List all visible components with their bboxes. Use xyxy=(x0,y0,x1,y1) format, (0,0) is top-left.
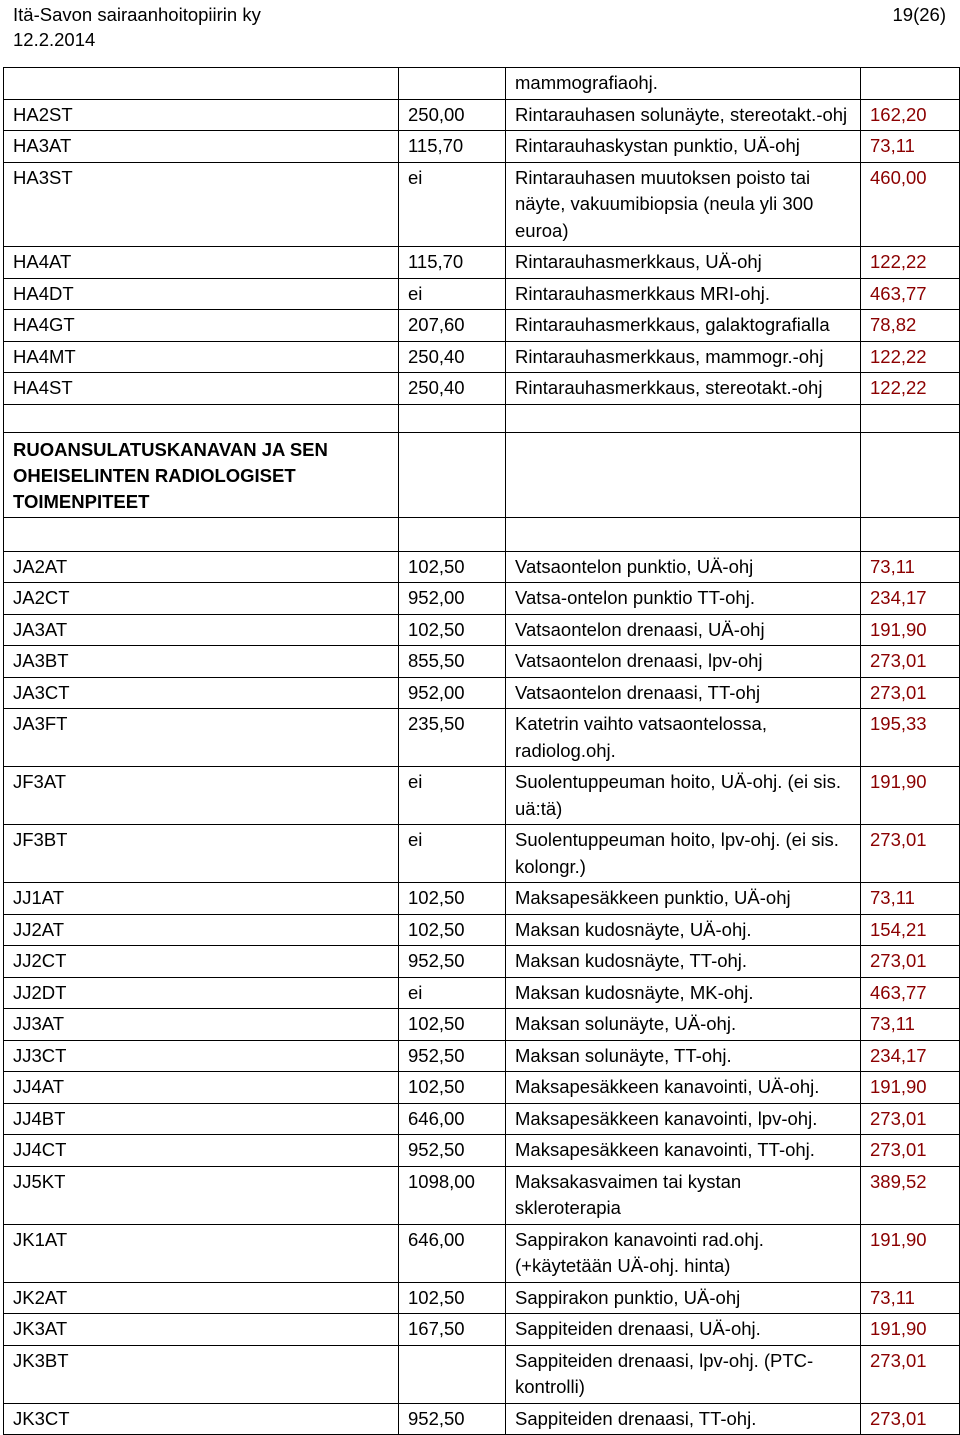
code-cell: JJ3CT xyxy=(4,1040,399,1072)
page-header-left xyxy=(13,2,261,52)
price1-cell: 102,50 xyxy=(399,1282,506,1314)
description-cell: Maksapesäkkeen punktio, UÄ-ohj xyxy=(506,883,861,915)
description-cell: Suolentuppeuman hoito, lpv-ohj. (ei sis. kolongr.) xyxy=(506,825,861,883)
table-row xyxy=(4,1345,960,1403)
code-cell: JJ2AT xyxy=(4,914,399,946)
price2-cell: 463,77 xyxy=(861,977,960,1009)
code-cell: HA4DT xyxy=(4,278,399,310)
price1-cell: 102,50 xyxy=(399,551,506,583)
table-row xyxy=(4,1403,960,1435)
price2-cell: 154,21 xyxy=(861,914,960,946)
section-row xyxy=(4,432,960,517)
description-cell: Sappiteiden drenaasi, TT-ohj. xyxy=(506,1403,861,1435)
code-cell: JJ4CT xyxy=(4,1135,399,1167)
price2-cell: 73,11 xyxy=(861,1009,960,1041)
description-cell: Maksan solunäyte, TT-ohj. xyxy=(506,1040,861,1072)
price1-cell: 102,50 xyxy=(399,1072,506,1104)
description-cell: Vatsaontelon drenaasi, UÄ-ohj xyxy=(506,614,861,646)
price1-cell: 102,50 xyxy=(399,914,506,946)
price2-cell: 122,22 xyxy=(861,373,960,405)
price1-cell: 207,60 xyxy=(399,310,506,342)
description-cell: Vatsaontelon punktio, UÄ-ohj xyxy=(506,551,861,583)
description-cell: Maksakasvaimen tai kystan skleroterapia xyxy=(506,1166,861,1224)
code-cell xyxy=(4,68,399,100)
code-cell: HA3AT xyxy=(4,131,399,163)
price2-cell: 389,52 xyxy=(861,1166,960,1224)
table-row xyxy=(4,1103,960,1135)
price2-cell: 73,11 xyxy=(861,131,960,163)
description-cell: Rintarauhasmerkkaus, stereotakt.-ohj xyxy=(506,373,861,405)
code-cell: JJ5KT xyxy=(4,1166,399,1224)
description-cell: Rintarauhasmerkkaus, galaktografialla xyxy=(506,310,861,342)
description-cell: Maksapesäkkeen kanavointi, TT-ohj. xyxy=(506,1135,861,1167)
price1-cell: 102,50 xyxy=(399,1009,506,1041)
code-cell: JK3BT xyxy=(4,1345,399,1403)
code-cell: HA2ST xyxy=(4,99,399,131)
price1-cell: ei xyxy=(399,278,506,310)
description-cell: Maksan kudosnäyte, TT-ohj. xyxy=(506,946,861,978)
table-row xyxy=(4,99,960,131)
price1-cell: 952,50 xyxy=(399,946,506,978)
price1-cell: ei xyxy=(399,825,506,883)
table-row xyxy=(4,341,960,373)
description-cell: Vatsa-ontelon punktio TT-ohj. xyxy=(506,583,861,615)
code-cell: HA4GT xyxy=(4,310,399,342)
table-row xyxy=(4,278,960,310)
table-row xyxy=(4,373,960,405)
price1-cell: ei xyxy=(399,977,506,1009)
code-cell: JJ4AT xyxy=(4,1072,399,1104)
price2-cell: 273,01 xyxy=(861,1345,960,1403)
table-row xyxy=(4,551,960,583)
code-cell: JA3AT xyxy=(4,614,399,646)
price1-cell: 952,50 xyxy=(399,1403,506,1435)
table-row xyxy=(4,646,960,678)
description-cell: Vatsaontelon drenaasi, lpv-ohj xyxy=(506,646,861,678)
description-cell: Vatsaontelon drenaasi, TT-ohj xyxy=(506,677,861,709)
blank-row xyxy=(4,517,960,551)
price1-cell: 250,40 xyxy=(399,341,506,373)
code-cell: JF3AT xyxy=(4,767,399,825)
blank-row xyxy=(4,404,960,432)
table-row xyxy=(4,1314,960,1346)
description-cell: Rintarauhasen solunäyte, stereotakt.-ohj xyxy=(506,99,861,131)
price1-cell: 167,50 xyxy=(399,1314,506,1346)
price1-cell: 102,50 xyxy=(399,614,506,646)
price-table xyxy=(3,67,960,1435)
table-row xyxy=(4,583,960,615)
code-cell: JK3CT xyxy=(4,1403,399,1435)
code-cell: JJ1AT xyxy=(4,883,399,915)
price1-cell xyxy=(399,1345,506,1403)
description-cell: mammografiaohj. xyxy=(506,68,861,100)
price2-cell: 234,17 xyxy=(861,1040,960,1072)
code-cell: JK3AT xyxy=(4,1314,399,1346)
price2-cell: 73,11 xyxy=(861,551,960,583)
price2-cell: 122,22 xyxy=(861,247,960,279)
description-cell: Suolentuppeuman hoito, UÄ-ohj. (ei sis. uä:tä) xyxy=(506,767,861,825)
code-cell: JA3FT xyxy=(4,709,399,767)
price2-cell: 191,90 xyxy=(861,767,960,825)
code-cell: JK2AT xyxy=(4,1282,399,1314)
price1-cell: 855,50 xyxy=(399,646,506,678)
table-row xyxy=(4,825,960,883)
price1-cell xyxy=(399,68,506,100)
description-cell: Rintarauhasmerkkaus MRI-ohj. xyxy=(506,278,861,310)
code-cell: JJ2CT xyxy=(4,946,399,978)
price1-cell: 1098,00 xyxy=(399,1166,506,1224)
price1-cell: 952,00 xyxy=(399,583,506,615)
price2-cell: 73,11 xyxy=(861,1282,960,1314)
code-cell: JK1AT xyxy=(4,1224,399,1282)
table-row xyxy=(4,914,960,946)
price1-cell: 250,40 xyxy=(399,373,506,405)
code-cell: HA4AT xyxy=(4,247,399,279)
price2-cell: 273,01 xyxy=(861,677,960,709)
price1-cell: ei xyxy=(399,767,506,825)
price2-cell: 162,20 xyxy=(861,99,960,131)
description-cell: Katetrin vaihto vatsaontelossa, radiolog.ohj. xyxy=(506,709,861,767)
table-row xyxy=(4,162,960,247)
section-block xyxy=(4,404,960,551)
code-cell: JF3BT xyxy=(4,825,399,883)
table-row xyxy=(4,131,960,163)
description-cell: Maksan kudosnäyte, UÄ-ohj. xyxy=(506,914,861,946)
description-cell: Sappirakon kanavointi rad.ohj. (+käytetään UÄ-ohj. hinta) xyxy=(506,1224,861,1282)
price2-cell xyxy=(861,68,960,100)
code-cell: JJ3AT xyxy=(4,1009,399,1041)
price-table-body-top xyxy=(4,68,960,405)
price1-cell: 952,50 xyxy=(399,1135,506,1167)
price2-cell: 191,90 xyxy=(861,1072,960,1104)
price-table-body-bottom xyxy=(4,551,960,1435)
code-cell: HA4ST xyxy=(4,373,399,405)
price1-cell: 115,70 xyxy=(399,131,506,163)
price2-cell: 273,01 xyxy=(861,946,960,978)
price1-cell: 235,50 xyxy=(399,709,506,767)
price2-cell: 463,77 xyxy=(861,278,960,310)
price2-cell: 73,11 xyxy=(861,883,960,915)
code-cell: JA2AT xyxy=(4,551,399,583)
description-cell: Rintarauhasmerkkaus, mammogr.-ohj xyxy=(506,341,861,373)
page-number: 19(26) xyxy=(892,4,946,25)
price2-cell: 273,01 xyxy=(861,1103,960,1135)
price2-cell: 273,01 xyxy=(861,646,960,678)
description-cell: Rintarauhasen muutoksen poisto tai näyte, vakuumibiopsia (neula yli 300 euroa) xyxy=(506,162,861,247)
price2-cell: 78,82 xyxy=(861,310,960,342)
price1-cell: 646,00 xyxy=(399,1103,506,1135)
description-cell: Sappiteiden drenaasi, lpv-ohj. (PTC-kontrolli) xyxy=(506,1345,861,1403)
code-cell: JA3BT xyxy=(4,646,399,678)
price1-cell: 952,50 xyxy=(399,1040,506,1072)
table-row xyxy=(4,1166,960,1224)
price2-cell: 273,01 xyxy=(861,1135,960,1167)
price2-cell: 460,00 xyxy=(861,162,960,247)
code-cell: JA2CT xyxy=(4,583,399,615)
price1-cell: 115,70 xyxy=(399,247,506,279)
price2-cell: 195,33 xyxy=(861,709,960,767)
code-cell: HA4MT xyxy=(4,341,399,373)
table-row xyxy=(4,1072,960,1104)
code-cell: JA3CT xyxy=(4,677,399,709)
table-row xyxy=(4,767,960,825)
table-row xyxy=(4,68,960,100)
price1-cell: 102,50 xyxy=(399,883,506,915)
table-row xyxy=(4,1135,960,1167)
table-row xyxy=(4,1224,960,1282)
table-row xyxy=(4,946,960,978)
price2-cell: 273,01 xyxy=(861,1403,960,1435)
table-row xyxy=(4,1009,960,1041)
price2-cell: 191,90 xyxy=(861,614,960,646)
organization-name: Itä-Savon sairaanhoitopiirin ky xyxy=(13,4,261,25)
description-cell: Rintarauhasmerkkaus, UÄ-ohj xyxy=(506,247,861,279)
description-cell: Sappirakon punktio, UÄ-ohj xyxy=(506,1282,861,1314)
table-row xyxy=(4,709,960,767)
table-row xyxy=(4,883,960,915)
description-cell: Maksan solunäyte, UÄ-ohj. xyxy=(506,1009,861,1041)
price2-cell: 234,17 xyxy=(861,583,960,615)
table-row xyxy=(4,310,960,342)
table-row xyxy=(4,1040,960,1072)
code-cell: HA3ST xyxy=(4,162,399,247)
description-cell: Maksan kudosnäyte, MK-ohj. xyxy=(506,977,861,1009)
price2-cell: 191,90 xyxy=(861,1314,960,1346)
section-heading: RUOANSULATUSKANAVAN JA SEN OHEISELINTEN RADIOLOGISET TOIMENPITEET xyxy=(4,432,399,517)
code-cell: JJ4BT xyxy=(4,1103,399,1135)
description-cell: Maksapesäkkeen kanavointi, lpv-ohj. xyxy=(506,1103,861,1135)
price1-cell: 952,00 xyxy=(399,677,506,709)
table-row xyxy=(4,247,960,279)
price2-cell: 122,22 xyxy=(861,341,960,373)
price1-cell: 250,00 xyxy=(399,99,506,131)
price2-cell: 273,01 xyxy=(861,825,960,883)
description-cell: Rintarauhaskystan punktio, UÄ-ohj xyxy=(506,131,861,163)
description-cell: Maksapesäkkeen kanavointi, UÄ-ohj. xyxy=(506,1072,861,1104)
code-cell: JJ2DT xyxy=(4,977,399,1009)
table-row xyxy=(4,614,960,646)
table-row xyxy=(4,977,960,1009)
description-cell: Sappiteiden drenaasi, UÄ-ohj. xyxy=(506,1314,861,1346)
table-row xyxy=(4,1282,960,1314)
price1-cell: ei xyxy=(399,162,506,247)
price1-cell: 646,00 xyxy=(399,1224,506,1282)
document-date: 12.2.2014 xyxy=(13,29,96,50)
table-row xyxy=(4,677,960,709)
price2-cell: 191,90 xyxy=(861,1224,960,1282)
